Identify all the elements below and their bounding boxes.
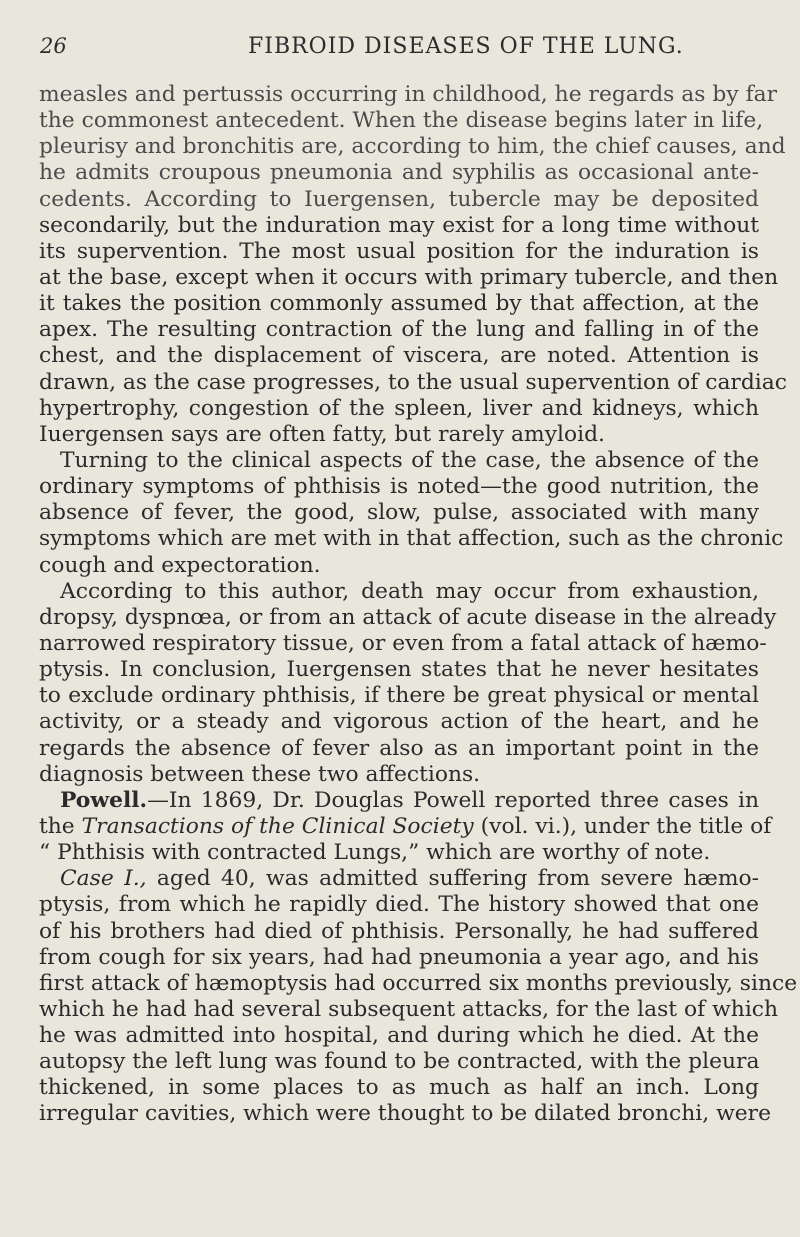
text-line: Iuergensen says are often fatty, but rarely amyloid. (39, 421, 605, 447)
running-head (40, 30, 760, 70)
text-line: the commonest antecedent. When the disease begins later in life, (39, 108, 764, 134)
text-line: “ Phthisis with contracted Lungs,” which are worthy of note. (39, 840, 711, 866)
text-line: measles and pertussis occurring in childhood, he regards as by far (39, 82, 778, 107)
running-title: FIBROID DISEASES OF THE LUNG. (248, 34, 684, 59)
text-line: Turning to the clinical aspects of the case, the absence of the (60, 447, 759, 473)
text-line: activity, or a steady and vigorous action of the heart, and he (39, 709, 759, 735)
text-line: hypertrophy, congestion of the spleen, liver and kidneys, which (39, 395, 759, 421)
page-number: 26 (40, 34, 67, 58)
body-text (39, 82, 798, 1128)
text-line: absence of fever, the good, slow, pulse, associated with many (39, 500, 759, 526)
text-line: its supervention. The most usual position for the induration is (39, 238, 759, 264)
text-span: aged 40, was admitted suffering from severe hæmo- (146, 866, 760, 892)
text-line: chest, and the displacement of viscera, are noted. Attention is (39, 343, 759, 369)
text-line: dropsy, dyspnœa, or from an attack of acute disease in the already (39, 604, 777, 630)
text-line: which he had had several subsequent attacks, for the last of which (39, 996, 779, 1022)
text-line: diagnosis between these two affections. (39, 761, 481, 787)
section-lead-powell: Powell. (60, 787, 148, 813)
text-span: —In 1869, Dr. Douglas Powell reported three cases in (147, 787, 759, 813)
text-span: the (39, 813, 82, 839)
text-line: he admits croupous pneumonia and syphilis as occasional ante- (39, 160, 759, 186)
text-line: it takes the position commonly assumed by that affection, at the (39, 291, 759, 317)
text-line: ptysis, from which he rapidly died. The history showed that one (39, 892, 759, 918)
text-line: at the base, except when it occurs with primary tubercle, and then (39, 264, 779, 290)
text-line: apex. The resulting contraction of the lung and falling in of the (39, 317, 759, 343)
case-label: Case I., (60, 866, 147, 892)
text-line (39, 788, 759, 814)
text-line (39, 813, 772, 840)
text-line: According to this author, death may occur from exhaustion, (60, 578, 759, 604)
text-line: irregular cavities, which were thought to be dilated bronchi, were (39, 1101, 771, 1127)
text-line: ordinary symptoms of phthisis is noted—the good nutrition, the (39, 474, 759, 500)
paragraph-measles (39, 82, 787, 448)
text-line: pleurisy and bronchitis are, according to him, the chief causes, and (39, 134, 786, 160)
text-line: cedents. According to Iuergensen, tubercle may be deposited (39, 186, 759, 212)
text-line: thickened, in some places to as much as half an inch. Long (39, 1075, 759, 1101)
text-line: drawn, as the case progresses, to the usual supervention of cardiac (39, 369, 787, 395)
paragraph-powell (39, 787, 772, 866)
text-line: ptysis. In conclusion, Iuergensen states that he never hesitates (39, 657, 759, 683)
text-span: (vol. vi.), under the title of (473, 813, 772, 839)
text-line: cough and expectoration. (39, 552, 321, 578)
text-line: of his brothers had died of phthisis. Personally, he had suffered (39, 918, 759, 944)
journal-title: Transactions of the Clinical Society (81, 813, 474, 839)
paragraph-clinical-aspects (39, 447, 784, 579)
text-line (39, 866, 759, 892)
paragraph-case-one (39, 866, 798, 1127)
text-line: secondarily, but the induration may exist for a long time without (39, 212, 759, 238)
paragraph-death (39, 578, 777, 788)
text-line: narrowed respiratory tissue, or even from a fatal attack of hæmo- (39, 630, 767, 656)
text-line: regards the absence of fever also as an important point in the (39, 735, 759, 761)
text-line: to exclude ordinary phthisis, if there be great physical or mental (39, 683, 759, 709)
text-line: autopsy the left lung was found to be contracted, with the pleura (39, 1049, 760, 1075)
text-line: he was admitted into hospital, and during which he died. At the (39, 1023, 759, 1049)
text-line: from cough for six years, had had pneumonia a year ago, and his (39, 944, 759, 970)
text-line: first attack of hæmoptysis had occurred six months previously, since (39, 970, 798, 996)
text-line: symptoms which are met with in that affection, such as the chronic (39, 526, 784, 552)
